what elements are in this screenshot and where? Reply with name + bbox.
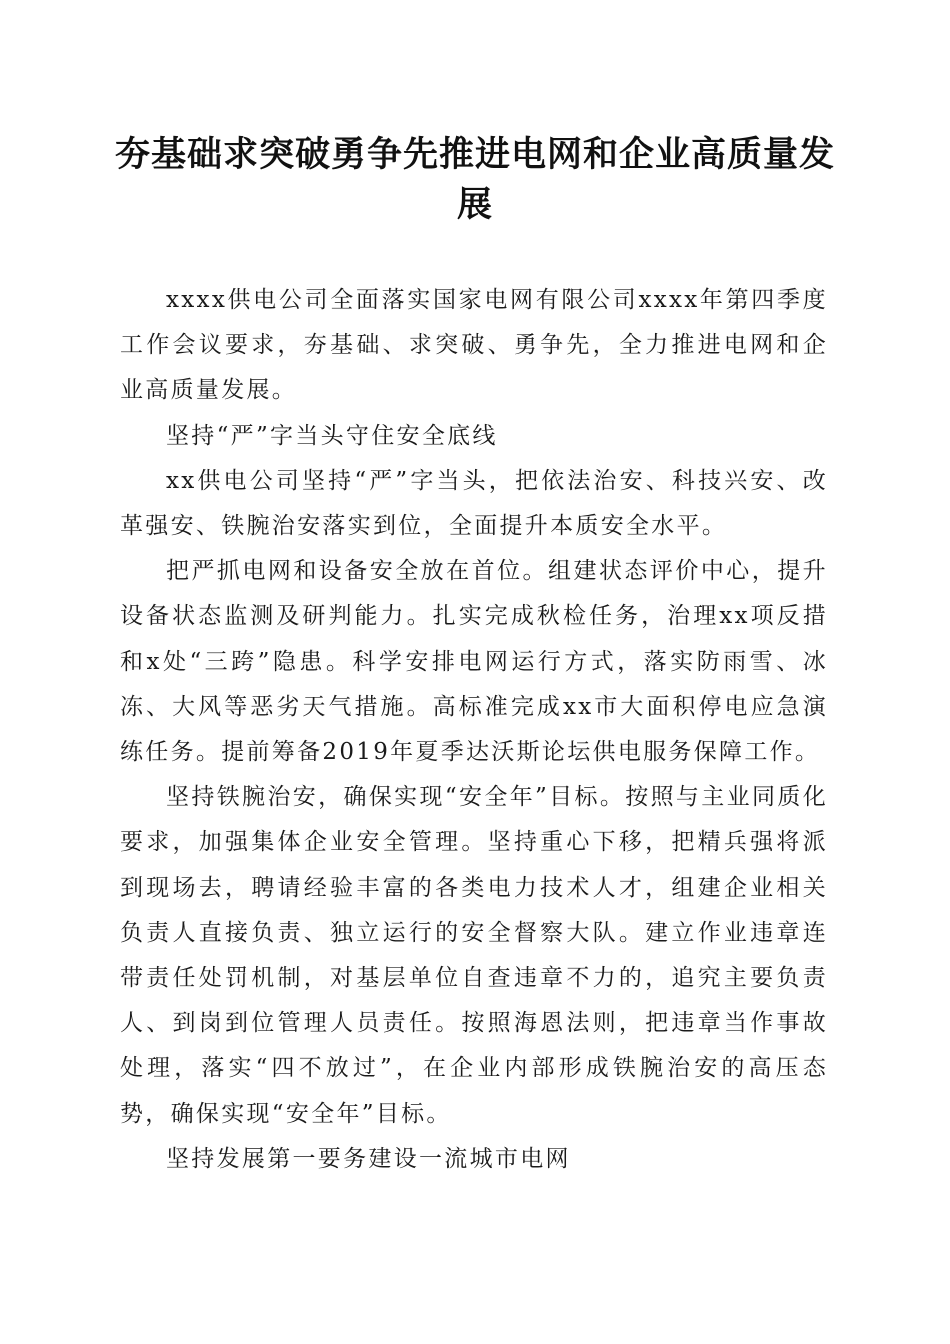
section-heading-safety: 坚持“严”字当头守住安全底线 bbox=[166, 422, 498, 449]
paragraph-grid-equipment-safety: 把严抓电网和设备安全放在首位。组建状态评价中心，提升设备状态监测及研判能力。扎实完成秋检任务，治理xx项反措和x处“三跨”隐患。科学安排电网运行方式，落实防雨雪、冰冻、大风等恶劣天气措施。高标准完成xx市大面积停电应急演练任务。提前筹备2019年夏季达沃斯论坛供电服务保障工作。 bbox=[120, 558, 828, 766]
section-heading-development: 坚持发展第一要务建设一流城市电网 bbox=[166, 1145, 571, 1172]
document-title: 夯基础求突破勇争先推进电网和企业高质量发展 bbox=[114, 134, 835, 225]
paragraph-strict-safety-management: 坚持铁腕治安，确保实现“安全年”目标。按照与主业同质化要求，加强集体企业安全管理。坚持重心下移，把精兵强将派到现场去，聘请经验丰富的各类电力技术人才，组建企业相关负责人直接负责、独立运行的安全督察大队。建立作业违章连带责任处罚机制，对基层单位自查违章不力的，追究主要负责人、到岗到位管理人员责任。按照海恩法则，把违章当作事故处理，落实“四不放过”，在企业内部形成铁腕治安的高压态势，确保实现“安全年”目标。 bbox=[120, 784, 828, 1127]
document-body bbox=[120, 278, 828, 1182]
paragraph-safety-overview: xx供电公司坚持“严”字当头，把依法治安、科技兴安、改革强安、铁腕治安落实到位，全面提升本质安全水平。 bbox=[120, 467, 828, 540]
paragraph-intro: xxxx供电公司全面落实国家电网有限公司xxxx年第四季度工作会议要求，夯基础、求突破、勇争先，全力推进电网和企业高质量发展。 bbox=[120, 287, 828, 404]
